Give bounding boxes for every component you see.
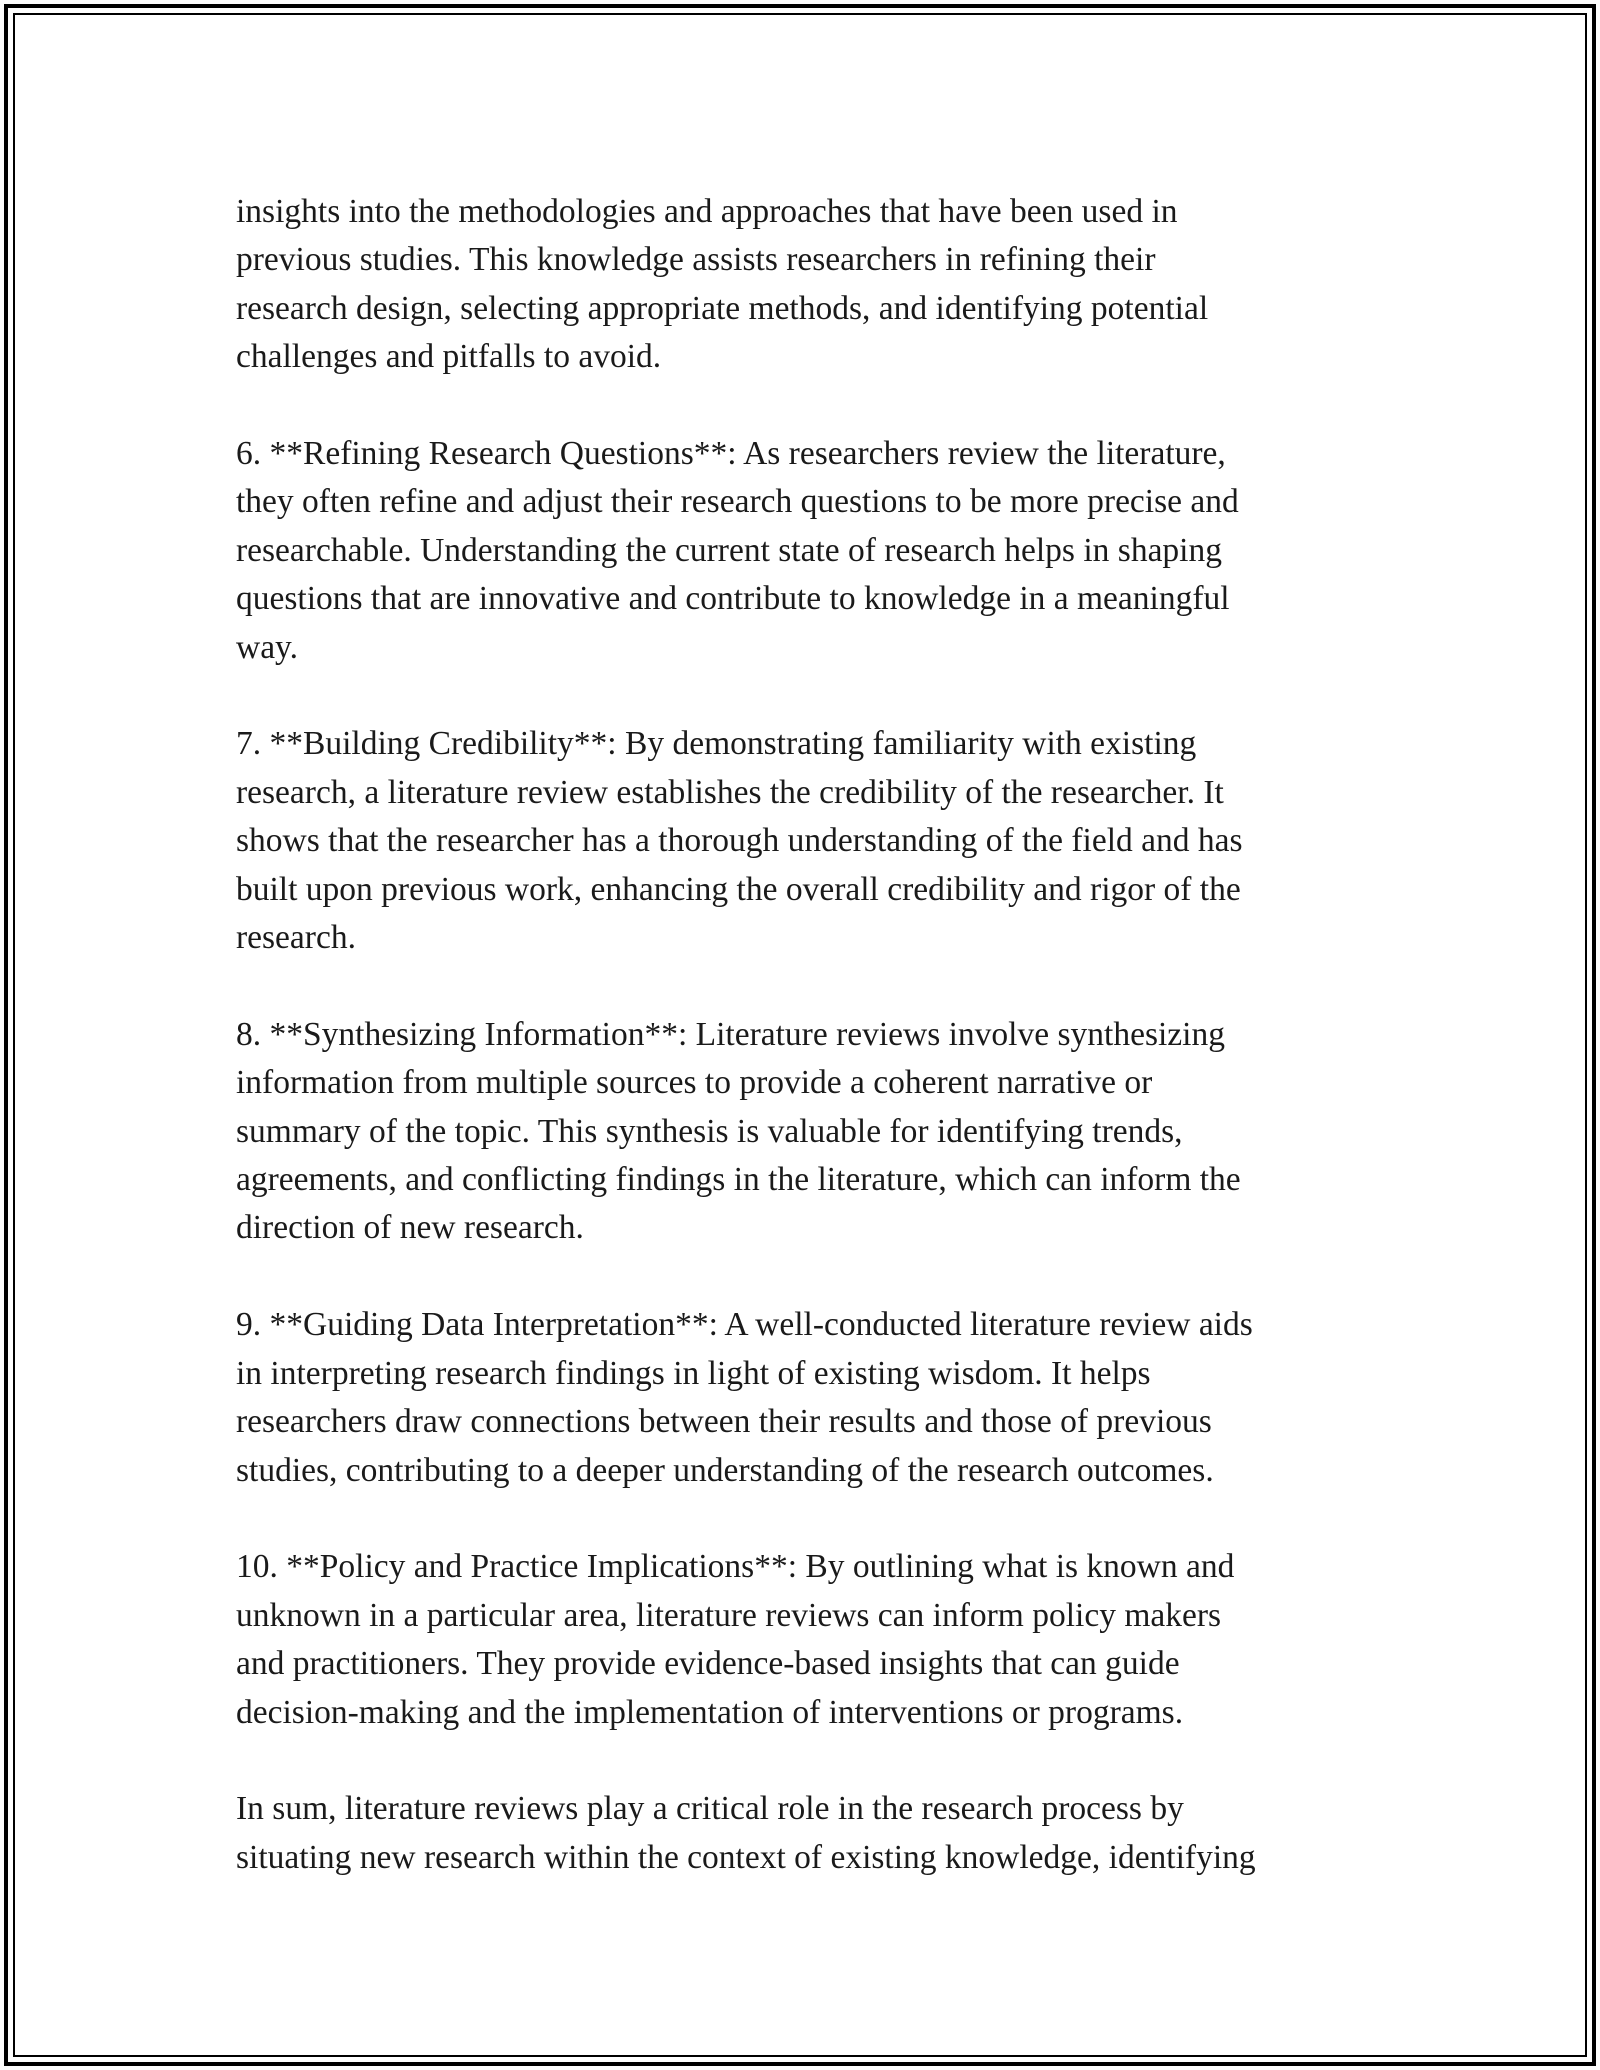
paragraph-synthesizing-information: 8. **Synthesizing Information**: Literature reviews involve synthesizing information from multiple sources to provide a coherent narrative or summary of the topic. This synthesis is valuable for identifying trends, agreements, and conflicting findings in the literature, which can inform the direction of new research.	[236, 1015, 1241, 1247]
paragraph-policy-practice-implications: 10. **Policy and Practice Implications**: By outlining what is known and unknown in a particular area, literature reviews can inform policy makers and practitioners. They provide evidence-based insights that can guide decision-making and the implementation of interventions or programs.	[236, 1548, 1235, 1731]
paragraph-refining-research-questions: 6. **Refining Research Questions**: As researchers review the literature, they often refine and adjust their research questions to be more precise and researchable. Understanding the current state of research helps in shaping questions that are innovative and contribute to knowledge in a meaningful way.	[236, 435, 1239, 666]
document-body	[236, 188, 1366, 1882]
paragraph-guiding-data-interpretation: 9. **Guiding Data Interpretation**: A well-conducted literature review aids in interpreting research findings in light of existing wisdom. It helps researchers draw connections between their results and those of previous studies, contributing to a deeper understanding of the research outcomes.	[236, 1306, 1253, 1489]
paragraph-summary: In sum, literature reviews play a critical role in the research process by situating new research within the context of existing knowledge, identifying	[236, 1790, 1256, 1876]
paragraph-methodology-insights: insights into the methodologies and approaches that have been used in previous studies. This knowledge assists researchers in refining their research design, selecting appropriate methods, and identifying potential challenges and pitfalls to avoid.	[236, 193, 1209, 376]
paragraph-building-credibility: 7. **Building Credibility**: By demonstrating familiarity with existing research, a literature review establishes the credibility of the researcher. It shows that the researcher has a thorough understanding of the field and has built upon previous work, enhancing the overall credibility and rigor of the research.	[236, 725, 1243, 957]
